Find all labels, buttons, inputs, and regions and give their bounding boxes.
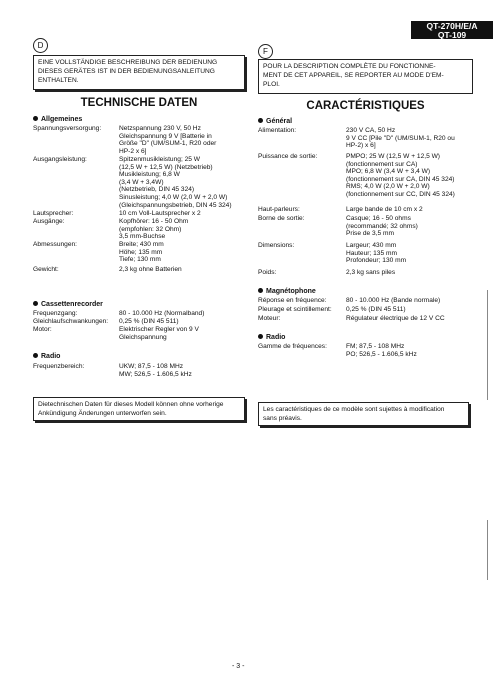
section-heading-general (258, 117, 292, 126)
spec-value-line: 230 V CA, 50 Hz (346, 127, 396, 134)
spec-value-line: (12,5 W + 12,5 W) (Netzbetrieb) (119, 163, 213, 171)
spec-value-line: Spitzenmusikleistung; 25 W (119, 156, 200, 163)
spec-value-line: Sinusleistung; 4,0 W (2,0 W + 2,0 W) (119, 193, 228, 201)
spec-value (119, 318, 179, 326)
spec-value-line: PMPO; 25 W (12,5 W + 12,5 W) (346, 153, 440, 160)
spec-value-line: (3,4 W + 3,4W) (119, 178, 164, 186)
spec-value (119, 326, 199, 341)
spec-value-line: 0,25 % (DIN 45 511) (346, 306, 406, 313)
scan-edge-line (487, 290, 488, 400)
spec-label: Réponse en fréquence: (258, 297, 327, 304)
spec-label: Ausgangsleistung: (33, 156, 87, 163)
spec-value (346, 269, 395, 277)
spec-value-line: 10 cm Voll-Lautsprecher x 2 (119, 210, 201, 217)
spec-value (346, 315, 445, 323)
spec-value (119, 125, 216, 155)
spec-value-line: HP-2 x 6] (119, 147, 147, 155)
french-title: CARACTÉRISTIQUES (306, 100, 425, 112)
notice-line: EINE VOLLSTÄNDIGE BESCHREIBUNG DER BEDIENUNG (38, 59, 218, 66)
spec-value-line: 9 V CC [Pile "D" (UM/SUM-1, R20 ou (346, 134, 455, 142)
section-heading-label: Cassettenrecorder (41, 301, 103, 308)
spec-value-line: Kopfhörer: 16 - 50 Ohm (119, 218, 189, 225)
spec-value (346, 127, 455, 150)
spec-value-line: MPO; 6,8 W (3,4 W + 3,4 W) (346, 168, 431, 176)
notice-line: ENTHALTEN. (38, 77, 79, 84)
spec-label: Poids: (258, 269, 277, 276)
bullet-icon (258, 118, 263, 123)
spec-label: Lautsprecher: (33, 210, 74, 217)
spec-value-line: UKW; 87,5 - 108 MHz (119, 363, 184, 370)
spec-value-line: Profondeur; 130 mm (346, 257, 407, 265)
spec-value-line: Gleichspannung 9 V [Batterie in (119, 132, 212, 140)
french-notice-box (258, 59, 473, 94)
spec-value (119, 266, 182, 274)
section-heading-label: Radio (266, 334, 286, 341)
spec-value (119, 210, 201, 218)
spec-value-line: Gleichspannung (119, 333, 167, 341)
spec-label: Spannungsversorgung: (33, 125, 102, 132)
spec-label: Ausgänge: (33, 218, 65, 225)
spec-label: Gewicht: (33, 266, 59, 273)
spec-value-line: PO; 526,5 - 1.606,5 kHz (346, 350, 417, 358)
spec-value-line: Musikleistung; 6,8 W (119, 171, 180, 179)
spec-value-line: Casque; 16 - 50 ohms (346, 215, 411, 222)
page-number: - 3 - (232, 663, 245, 670)
spec-label: Gamme de fréquences: (258, 343, 327, 350)
spec-label: Pleurage et scintillement: (258, 306, 332, 313)
spec-value-line: 2,3 kg sans piles (346, 269, 396, 276)
section-heading-label: Magnétophone (266, 288, 316, 295)
spec-label: Dimensions: (258, 242, 295, 249)
spec-value-line: Tiefe; 130 mm (119, 256, 161, 264)
spec-label: Motor: (33, 326, 52, 333)
spec-value-line: HP-2) x 6] (346, 142, 376, 150)
spec-label: Abmessungen: (33, 241, 77, 248)
spec-value-line: RMS; 4,0 W (2,0 W + 2,0 W) (346, 183, 430, 191)
spec-value (346, 206, 423, 214)
spec-value (119, 310, 204, 318)
footnote-line: sans préavis. (263, 415, 302, 422)
spec-value-line: Hauteur; 135 mm (346, 249, 397, 257)
section-heading-cassettenrecorder (33, 300, 103, 309)
section-heading-label: Allgemeines (41, 116, 83, 123)
spec-value-line: MW; 526,5 - 1.606,5 kHz (119, 370, 192, 378)
model-number-line: QT-270H/E/A (426, 21, 478, 31)
spec-label: Frequenzgang: (33, 310, 78, 317)
section-heading-label: Général (266, 118, 293, 125)
french-footnote-box (258, 402, 469, 426)
spec-value-line: (fonctionnement sur CA, DIN 45 324) (346, 175, 455, 183)
spec-value-line: FM; 87,5 - 108 MHz (346, 343, 405, 350)
spec-label: Borne de sortie: (258, 215, 305, 222)
section-heading-radio (258, 333, 285, 342)
spec-value-line: 0,25 % (DIN 45 511) (119, 318, 179, 325)
model-number-tab (411, 21, 493, 39)
spec-value-line: Largeur; 430 mm (346, 242, 397, 249)
german-title: TECHNISCHE DATEN (80, 97, 198, 109)
bullet-icon (33, 301, 38, 306)
spec-value-line: 80 - 10.000 Hz (Bande normale) (346, 297, 441, 304)
section-heading-radio (33, 352, 60, 361)
spec-value-line: (fonctionnement sur CA) (346, 160, 418, 168)
spec-value (119, 241, 164, 264)
spec-label: Puissance de sortie: (258, 153, 318, 160)
notice-line: POUR LA DESCRIPTION COMPLÈTE DU FONCTIONNE- (263, 63, 436, 70)
spec-label: Frequenzbereich: (33, 363, 85, 370)
spec-value (346, 343, 417, 358)
spec-value-line: (Netzbetrieb, DIN 45 324) (119, 186, 195, 194)
spec-value-line: Netzspannung 230 V, 50 Hz (119, 125, 201, 132)
spec-value (346, 297, 440, 305)
model-number-line: QT-109 (437, 30, 467, 40)
bullet-icon (258, 288, 263, 293)
spec-value-line: Régulateur électrique de 12 V CC (346, 315, 445, 322)
spec-value (119, 218, 188, 241)
spec-value-line: 80 - 10.000 Hz (Normalband) (119, 310, 205, 317)
spec-value-line: Breite; 430 mm (119, 241, 164, 248)
notice-line: PLOI. (263, 81, 280, 88)
language-marker-french: F (258, 44, 273, 59)
spec-value (119, 156, 232, 209)
spec-value (119, 363, 192, 378)
notice-line: MENT DE CET APPAREIL, SE REPORTER AU MODE D'EM- (263, 72, 444, 79)
spec-label: Haut-parleurs: (258, 206, 300, 213)
spec-value (346, 215, 418, 238)
spec-label: Moteur: (258, 315, 281, 322)
spec-value-line: Höhe; 135 mm (119, 248, 163, 256)
language-marker-german: D (33, 38, 48, 53)
spec-value (346, 153, 455, 199)
notice-line: DIESES GERÄTES IST IN DER BEDIENUNGSANLEITUNG (38, 68, 215, 75)
spec-value-line: Elektrischer Regler von 9 V (119, 326, 199, 333)
spec-value-line: Large bande de 10 cm x 2 (346, 206, 423, 213)
footnote-line: Les caractéristiques de ce modèle sont sujettes à modification (263, 406, 445, 413)
spec-value-line: 3,5 mm-Buchse (119, 233, 166, 241)
scan-edge-line (487, 520, 488, 580)
section-heading-label: Radio (41, 353, 61, 360)
german-notice-box (33, 55, 245, 90)
section-heading-allgemeines (33, 115, 82, 124)
section-heading-magnetophone (258, 287, 316, 296)
spec-value-line: (Gleichspannungsbetrieb, DIN 45 324) (119, 201, 232, 209)
bullet-icon (33, 353, 38, 358)
bullet-icon (33, 116, 38, 121)
footnote-line: Ankündigung Änderungen unterworfen sein. (38, 410, 167, 417)
spec-value-line: (recommandé; 32 ohms) (346, 222, 418, 230)
spec-value-line: 2,3 kg ohne Batterien (119, 266, 182, 273)
spec-label: Gleichlaufschwankungen: (33, 318, 109, 325)
spec-label: Alimentation: (258, 127, 297, 134)
spec-value-line: Größe "D" (UM/SUM-1, R20 oder (119, 140, 217, 148)
bullet-icon (258, 334, 263, 339)
spec-value (346, 242, 406, 265)
spec-value-line: Prise de 3,5 mm (346, 230, 395, 238)
spec-value-line: (empfohlen: 32 Ohm) (119, 225, 182, 233)
german-footnote-box (33, 397, 245, 421)
footnote-line: Dietechnischen Daten für dieses Modell können ohne vorherige (38, 401, 224, 408)
spec-value (346, 306, 406, 314)
spec-value-line: (fonctionnement sur CC, DIN 45 324) (346, 190, 455, 198)
